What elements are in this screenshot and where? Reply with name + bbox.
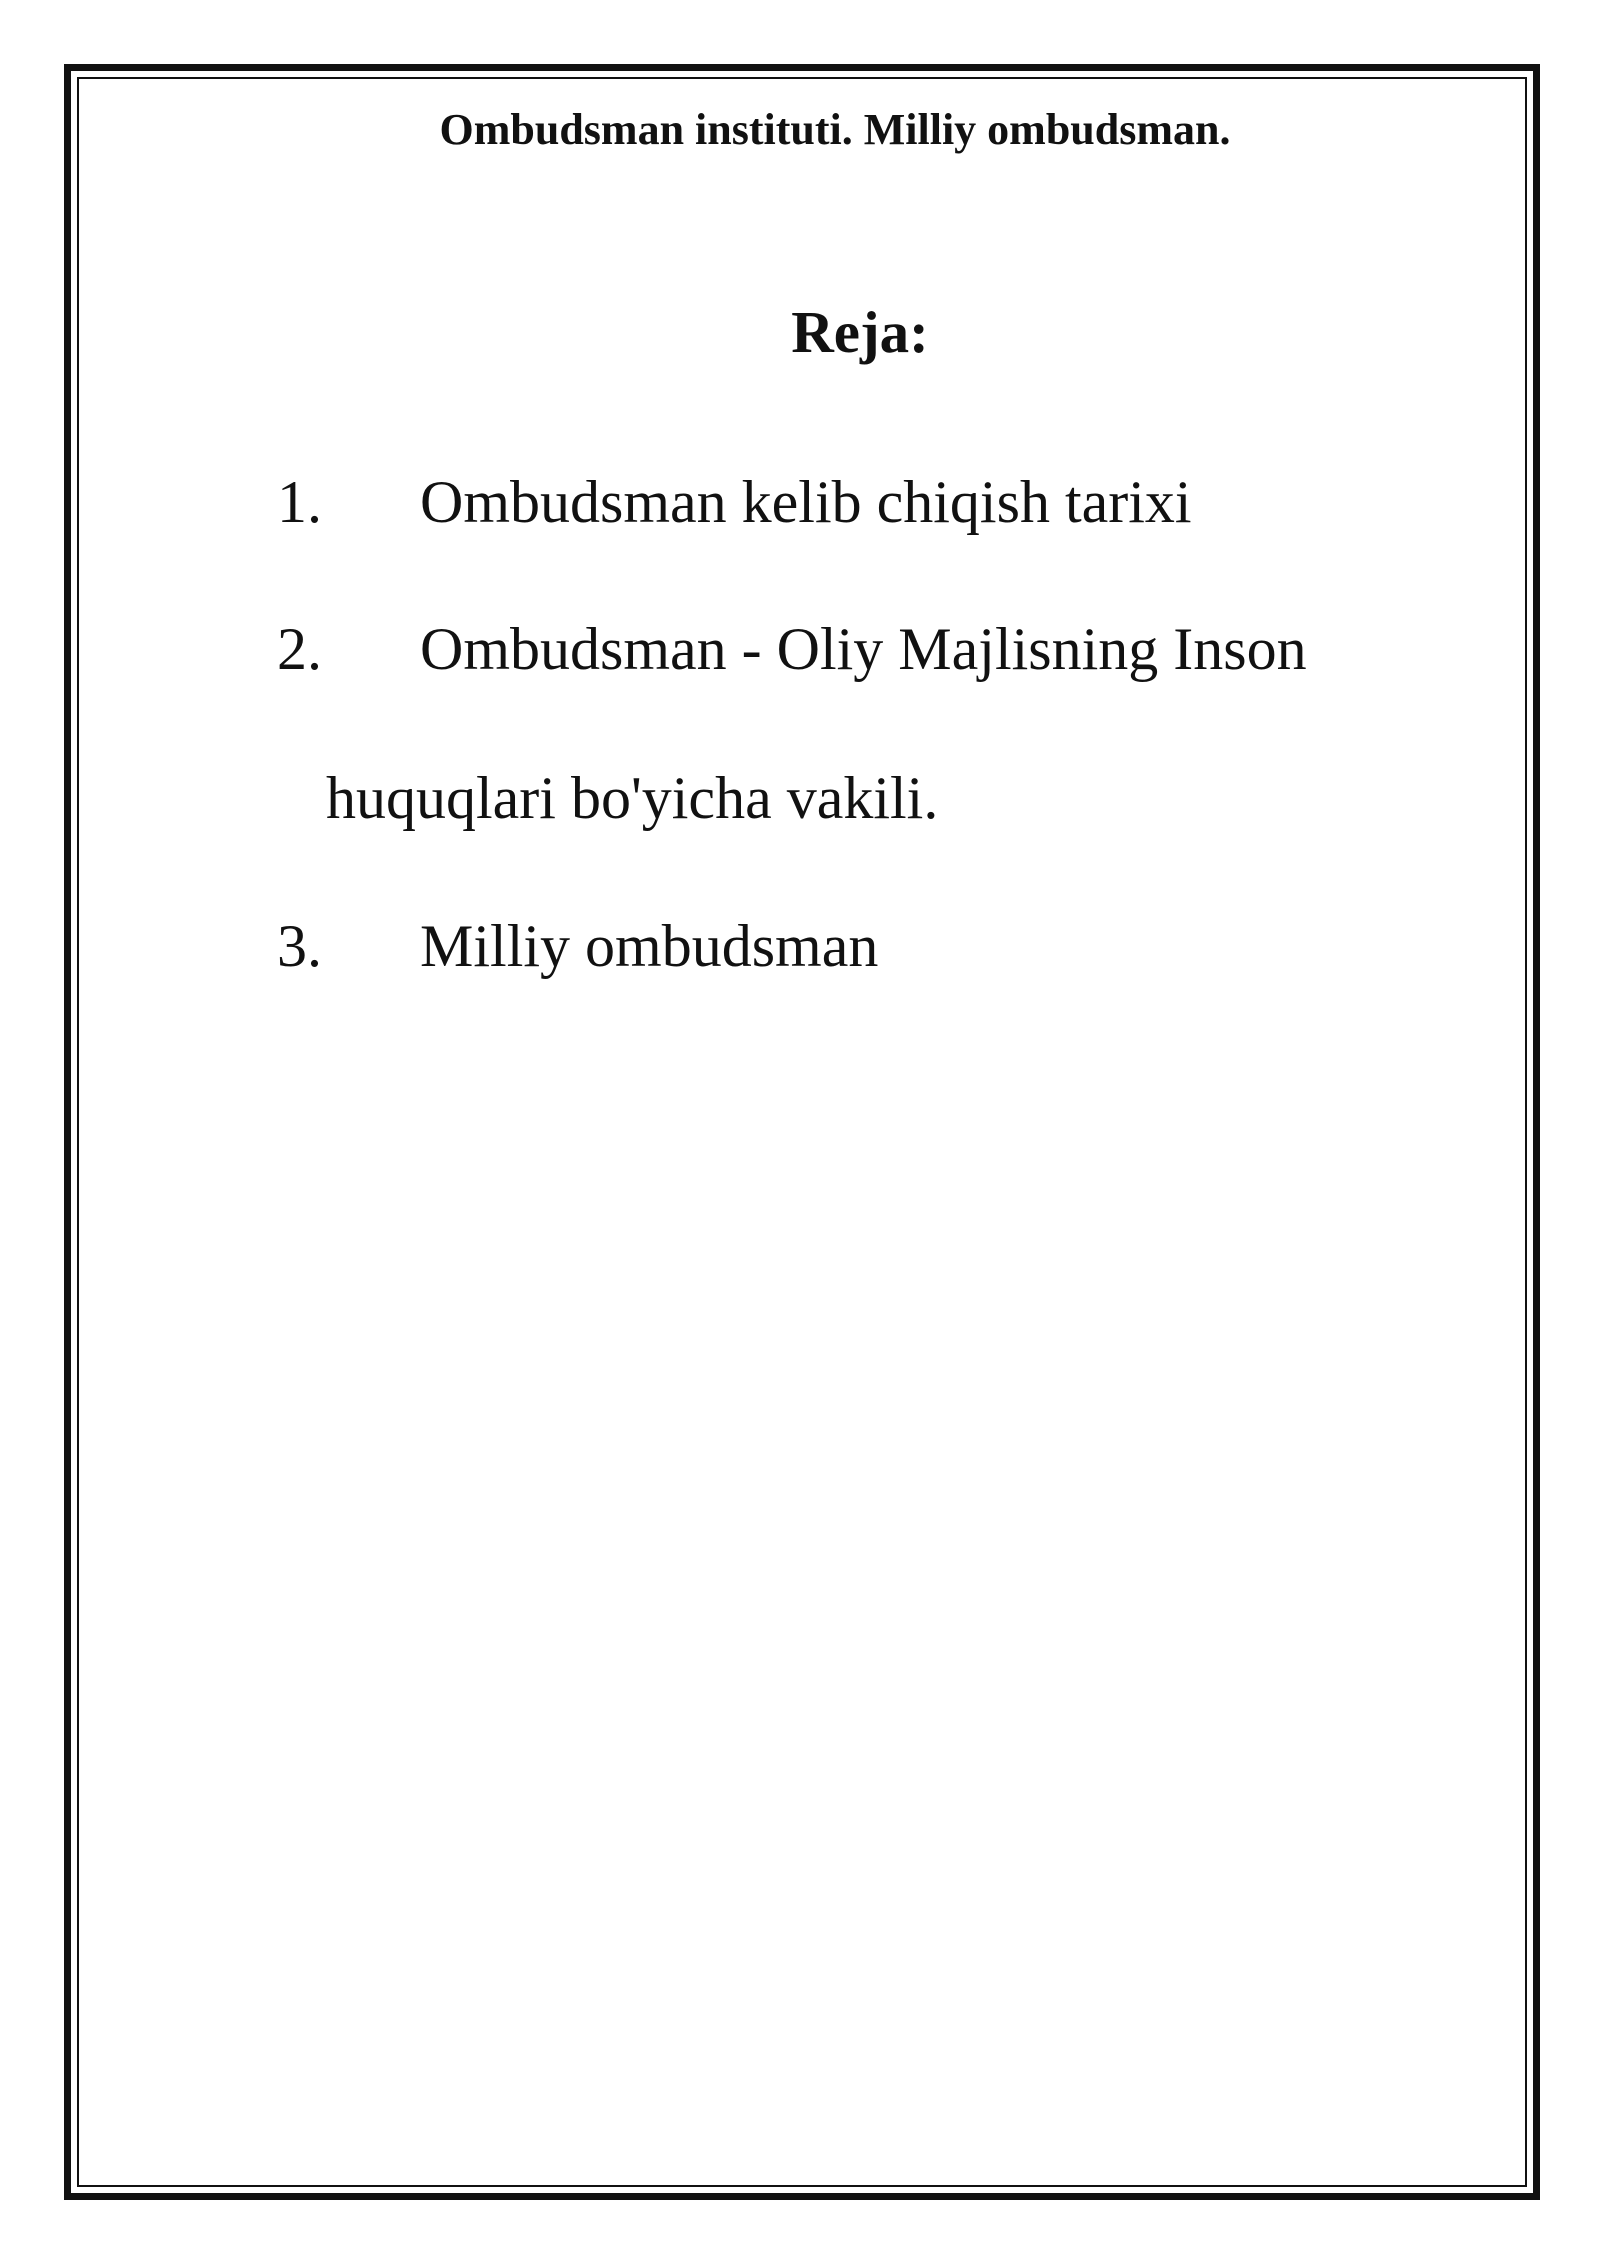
plan-item-text: Ombudsman - Oliy Majlisning Inson [420,616,1307,682]
plan-item-text: Ombudsman kelib chiqish tarixi [420,469,1192,535]
document-title: Ombudsman instituti. Milliy ombudsman. [439,105,1231,154]
plan-list [0,0,1600,1100]
plan-item-2-continuation: huquqlari bo'yicha vakili. [326,765,939,831]
plan-item-number: 3. [277,913,322,979]
plan-item-number: 1. [277,469,322,535]
plan-item-text: Milliy ombudsman [420,913,879,979]
plan-heading: Reja: [791,299,929,365]
plan-item-number: 2. [277,616,322,682]
